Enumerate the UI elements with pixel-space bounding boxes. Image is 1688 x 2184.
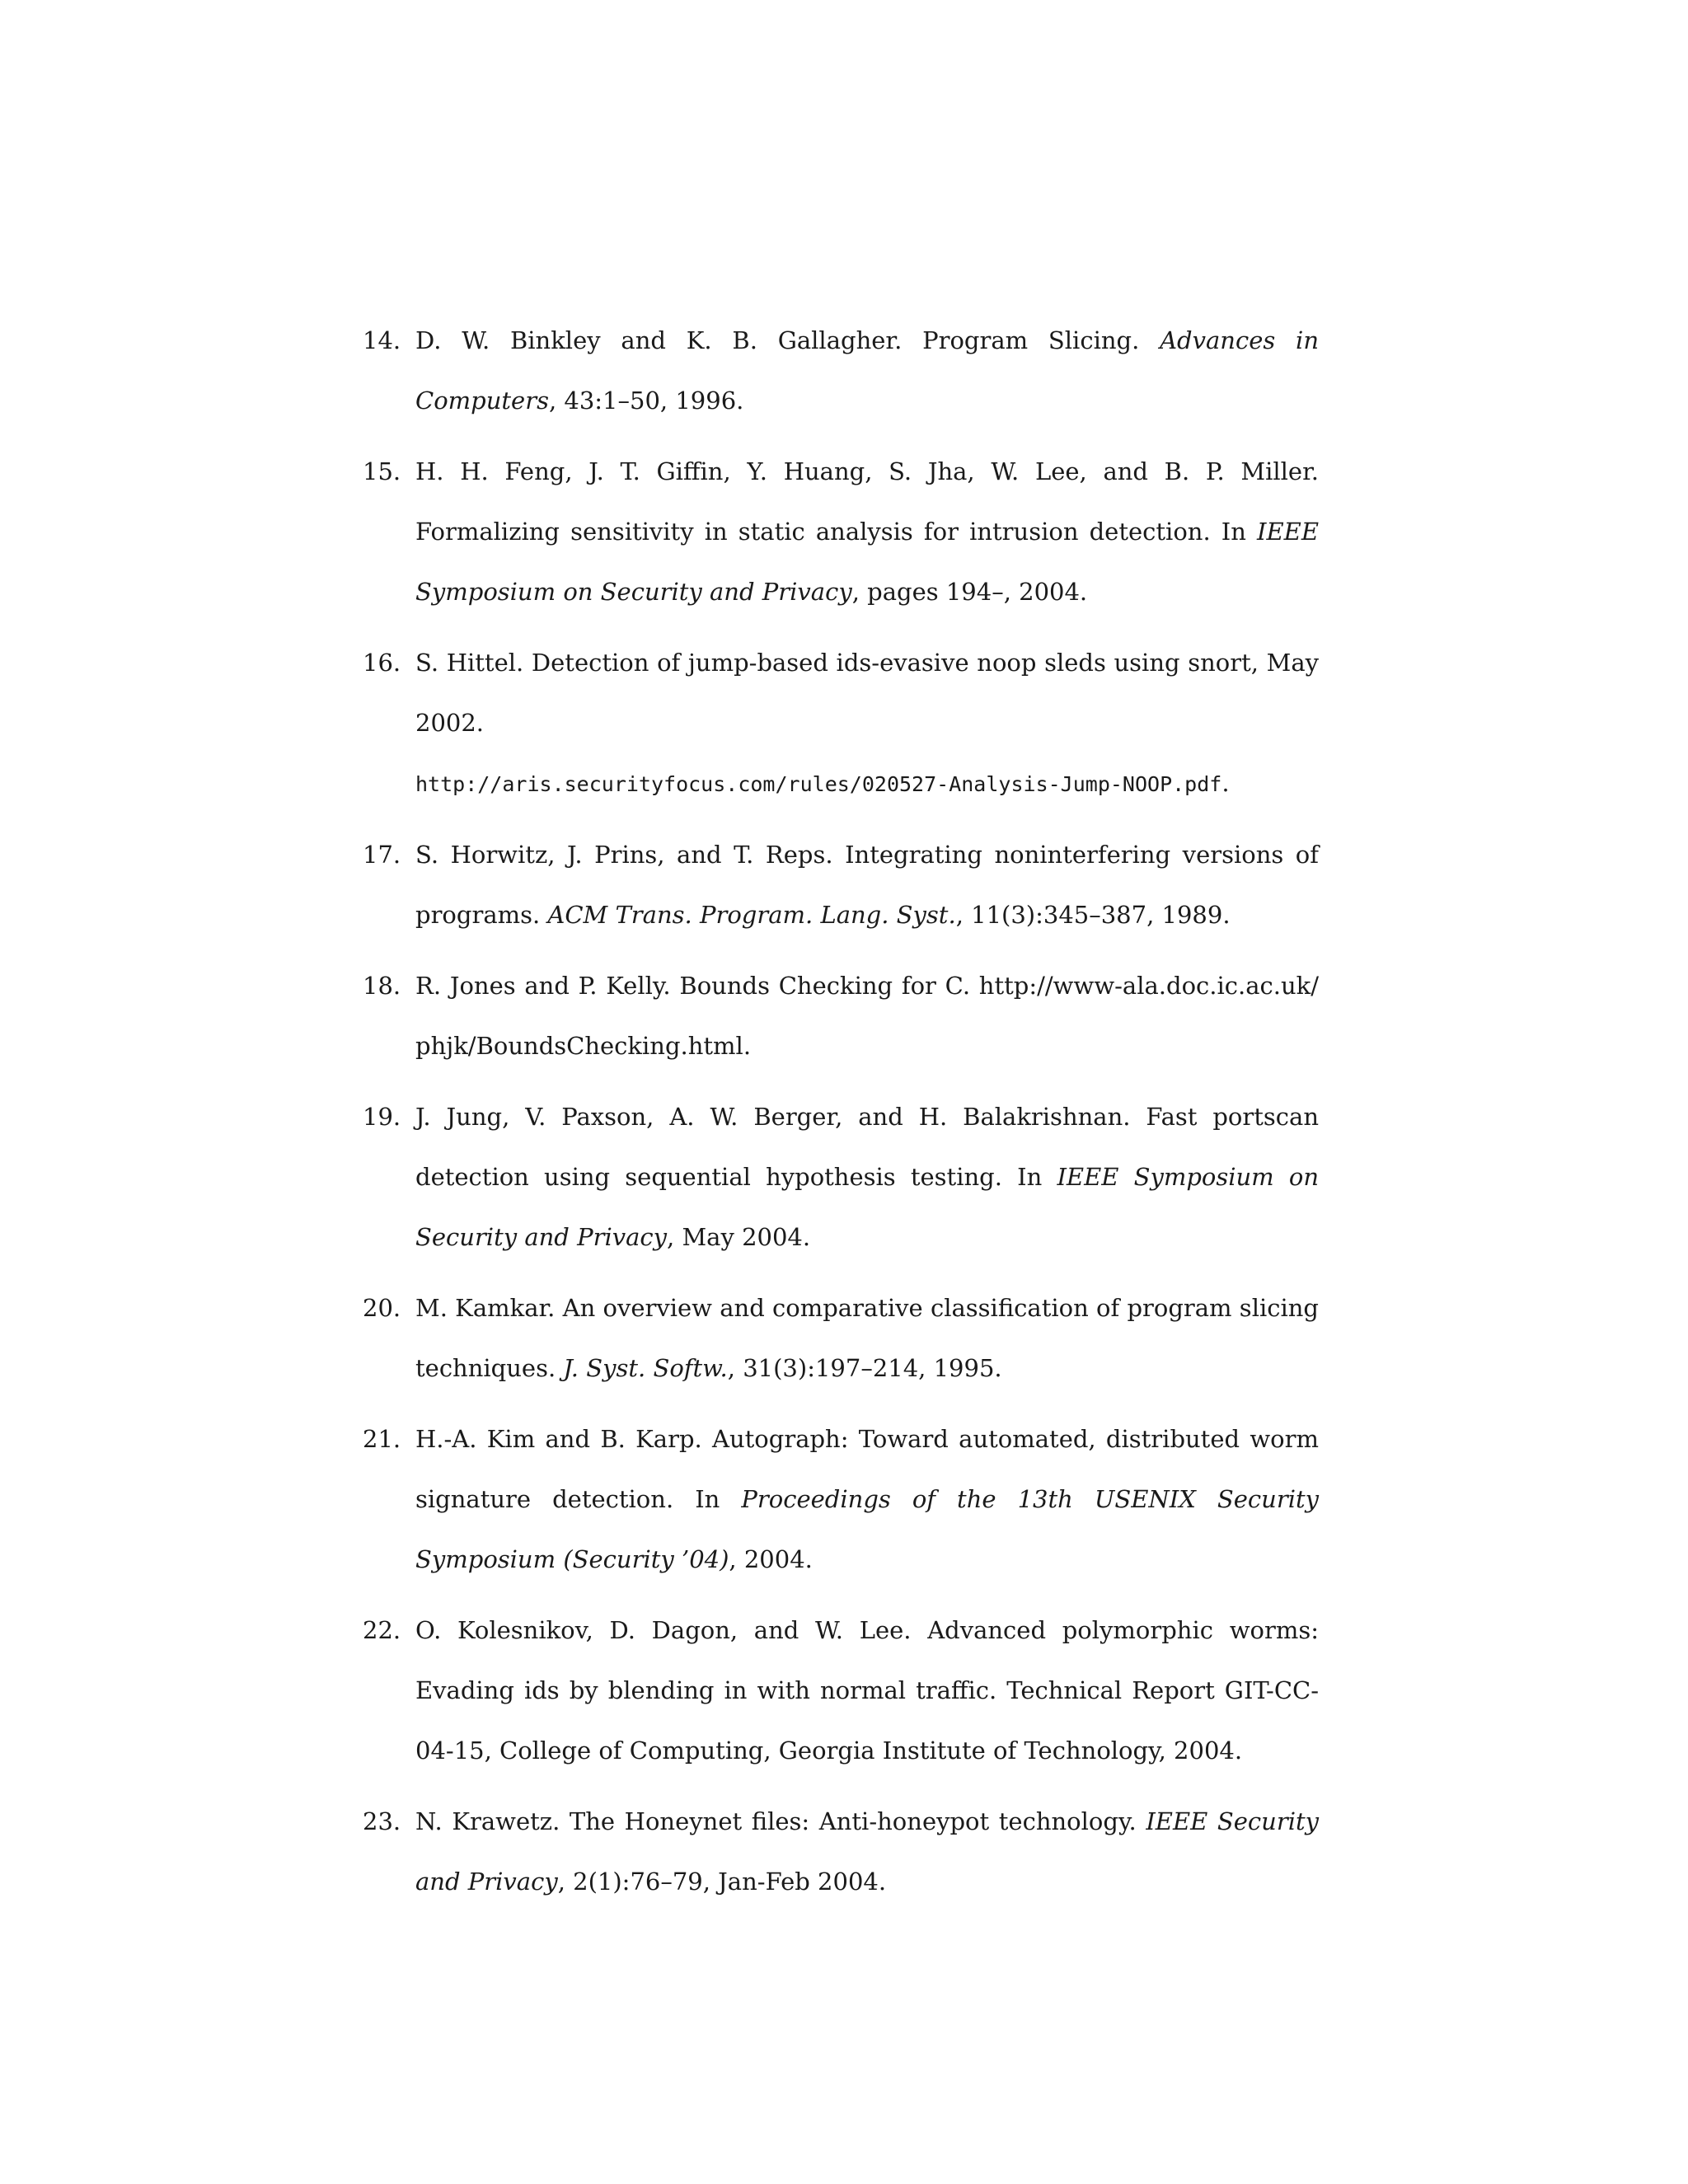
reference-text: H.-A. Kim and B. Karp. Autograph: Toward automated, distributed worm signature detection. In [415,1425,1319,1513]
reference-details: , 11(3):345–387, 1989. [955,901,1231,929]
reference-list [363,311,1319,1923]
reference-venue: Advances in Computers [415,326,1319,415]
reference-venue: IEEE Symposium on Security and Privacy [415,518,1319,606]
reference-number: 14. [363,326,401,354]
reference-details: . [1221,769,1230,797]
reference-number: 22. [363,1616,401,1644]
reference-text: N. Krawetz. The Honeynet files: Anti-honeypot technology. [415,1807,1137,1835]
reference-text: M. Kamkar. An overview and comparative classification of program slicing techniques. [415,1294,1319,1382]
reference-item [363,825,1319,945]
reference-item [363,1278,1319,1399]
reference-text: S. Hittel. Detection of jump-based ids-evasive noop sleds using snort, May 2002. [415,649,1319,737]
reference-venue: J. Syst. Softw. [563,1354,728,1382]
reference-item [363,1409,1319,1590]
reference-number: 21. [363,1425,401,1453]
reference-number: 20. [363,1294,401,1322]
reference-text: D. W. Binkley and K. B. Gallagher. Program Slicing. [415,326,1140,354]
reference-number: 19. [363,1103,401,1131]
reference-details: , pages 194–, 2004. [851,578,1088,606]
reference-item [363,442,1319,622]
reference-number: 23. [363,1807,401,1835]
reference-details: , May 2004. [667,1223,811,1251]
reference-text: R. Jones and P. Kelly. Bounds Checking for C. http://www-ala.doc.ic.ac.uk/ phjk/BoundsChecking.html. [415,972,1319,1060]
reference-number: 17. [363,841,401,869]
reference-text: J. Jung, V. Paxson, A. W. Berger, and H. Balakrishnan. Fast portscan detection using sequential hypothesis testing. In [415,1103,1319,1191]
reference-url[interactable]: http://aris.securityfocus.com/rules/020527-Analysis-Jump-NOOP.pdf [415,772,1222,796]
reference-item [363,1087,1319,1268]
reference-venue: Proceedings of the 13th USENIX Security Symposium (Security ’04) [415,1485,1320,1573]
reference-item [363,1792,1319,1912]
reference-item [363,956,1319,1076]
reference-details: , 31(3):197–214, 1995. [727,1354,1002,1382]
reference-text: H. H. Feng, J. T. Giffin, Y. Huang, S. Jha, W. Lee, and B. P. Miller. Formalizing sensitivity in static analysis for intrusion detection. In [415,457,1319,546]
reference-item [363,633,1319,814]
reference-venue: ACM Trans. Program. Lang. Syst. [547,901,956,929]
reference-details: , 2(1):76–79, Jan-Feb 2004. [557,1868,887,1896]
reference-number: 16. [363,649,401,677]
reference-number: 18. [363,972,401,1000]
reference-venue: IEEE Security and Privacy [415,1807,1320,1896]
reference-text: S. Horwitz, J. Prins, and T. Reps. Integrating noninterfering versions of programs. [415,841,1319,929]
reference-venue: IEEE Symposium on Security and Privacy [415,1163,1319,1251]
reference-number: 15. [363,457,401,485]
reference-item [363,1601,1319,1781]
reference-text: O. Kolesnikov, D. Dagon, and W. Lee. Advanced polymorphic worms: Evading ids by blending in with normal traffic. Technical Report GIT-CC-04-15, College of Computing, Georgia Institute of Technology, 2004. [415,1616,1319,1765]
reference-details: , 2004. [729,1545,813,1573]
reference-details: , 43:1–50, 1996. [548,387,744,415]
reference-item [363,311,1319,431]
